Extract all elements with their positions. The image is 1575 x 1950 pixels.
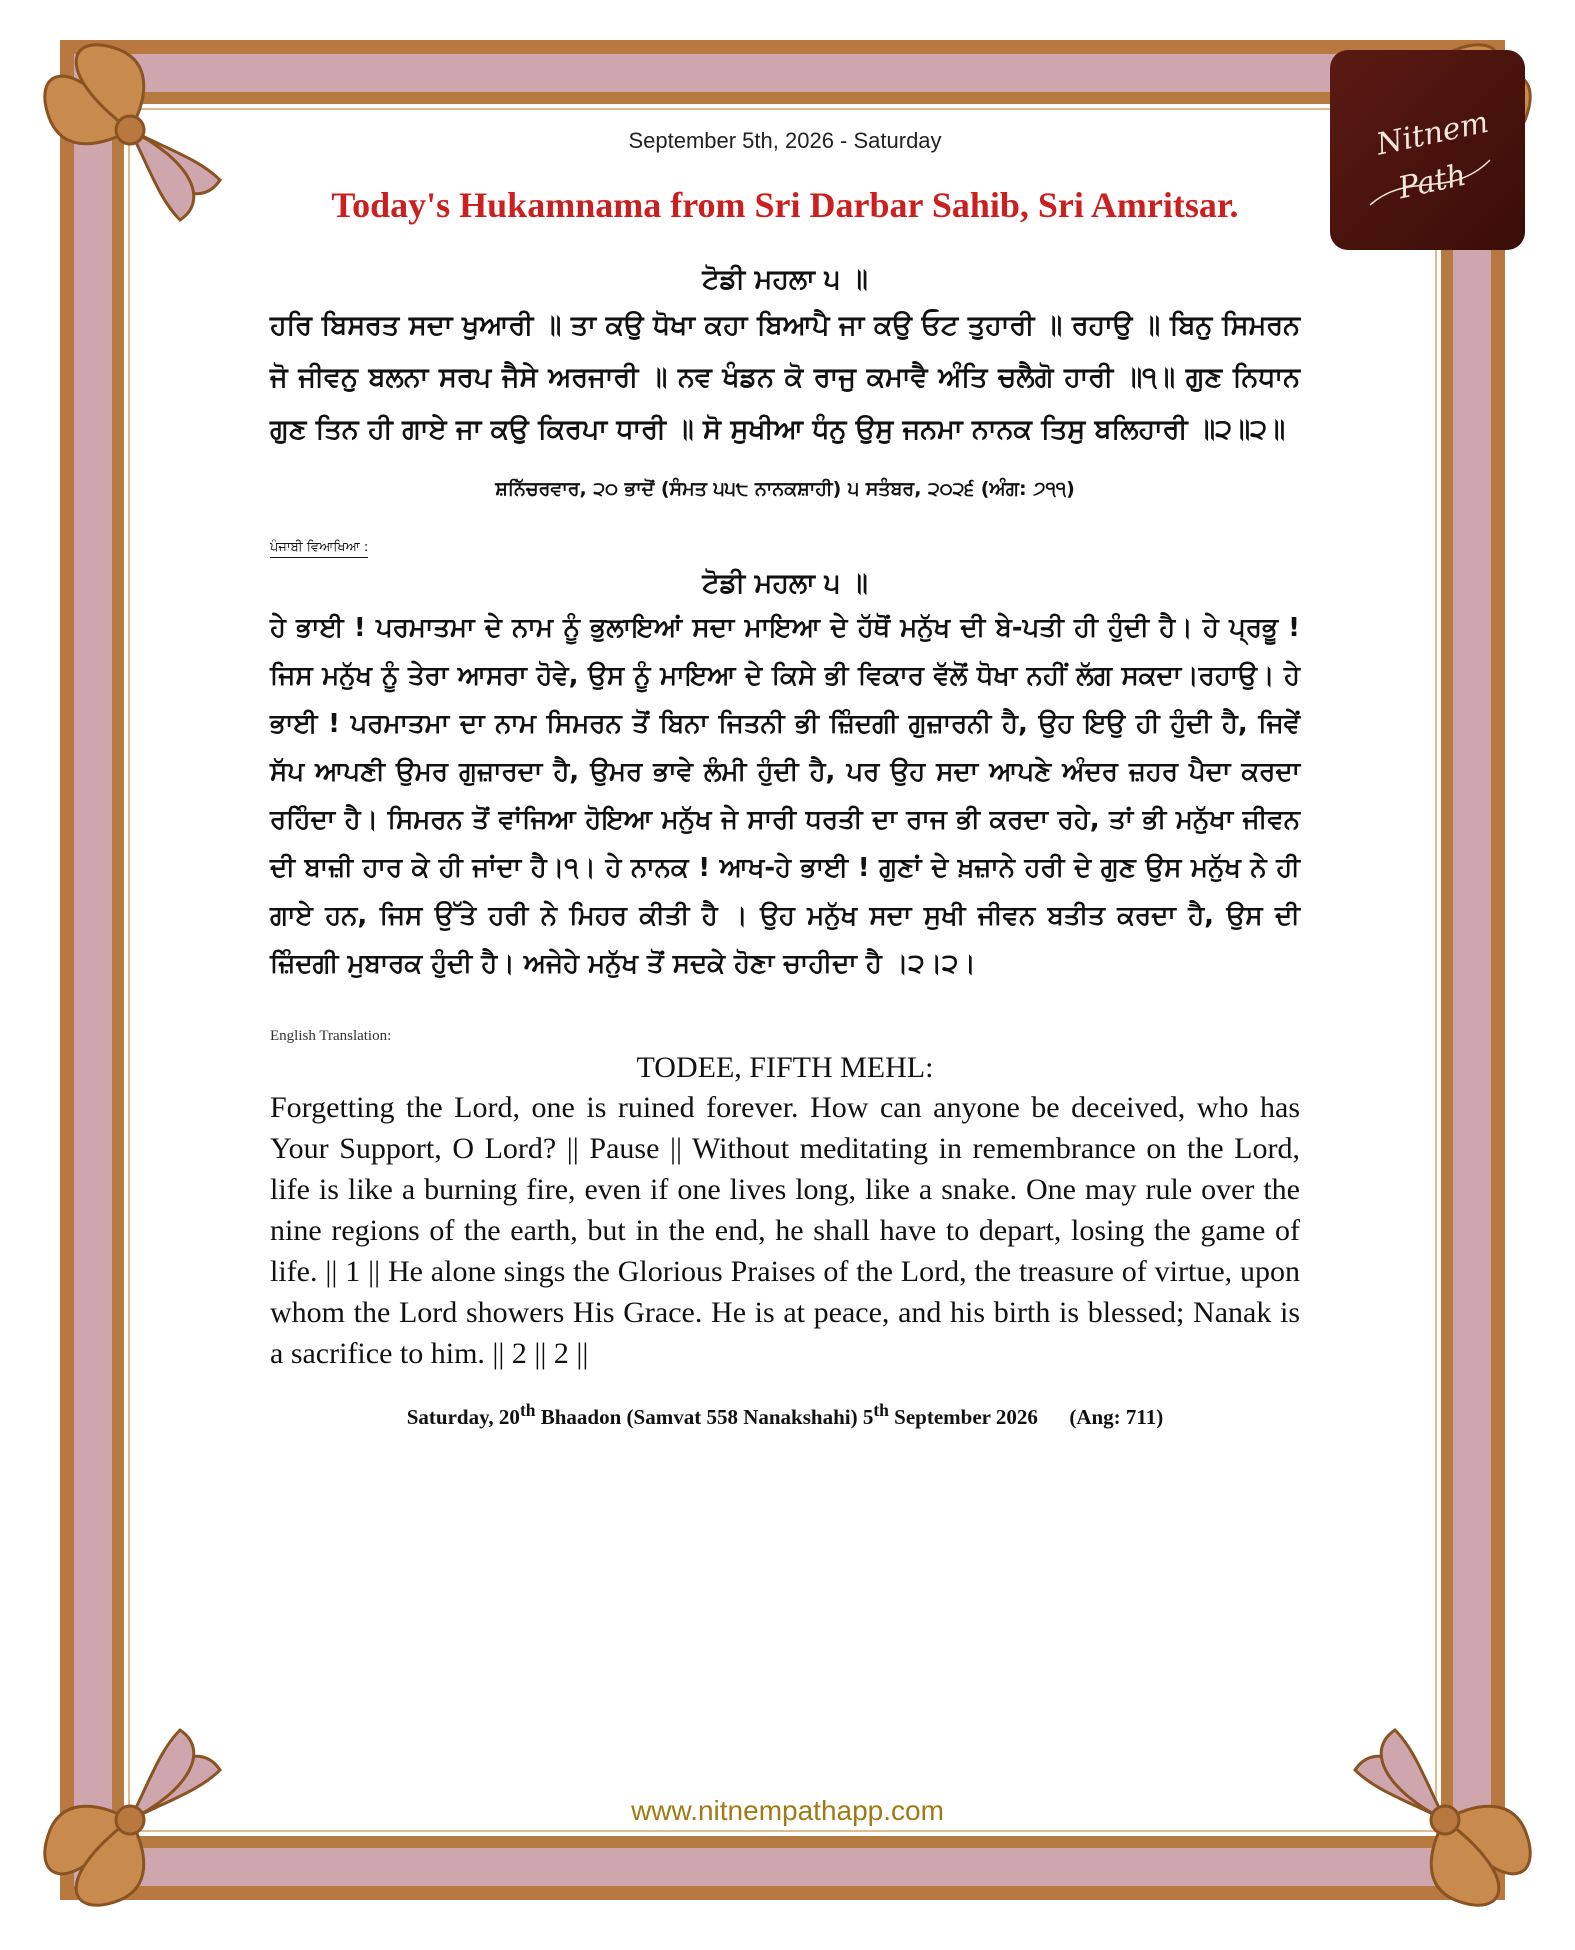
english-text: Forgetting the Lord, one is ruined forever. How can anyone be deceived, who has Your Support, O Lord? || Pause || Without meditating in remembrance on the Lord, life is like a burning fire, even if one lives long, like a snake. One may rule over the nine regions of the earth, but in the end, he shall have to depart, losing the game of life. || 1 || He alone sings the Glorious Praises of the Lord, the treasure of virtue, upon whom the Lord showers His Grace. He is at peace, and his birth is blessed; Nanak is a sacrifice to him. || 2 || 2 || [270, 1091, 1300, 1370]
english-translation-label: English Translation: [270, 1028, 392, 1044]
gurbani-heading: ਟੋਡੀ ਮਹਲਾ ੫ ॥ [702, 264, 868, 295]
english-date-sup1: th [519, 1400, 536, 1420]
ang-reference: (Ang: 711) [1069, 1405, 1164, 1429]
gurbani-text: ਹਰਿ ਬਿਸਰਤ ਸਦਾ ਖੁਆਰੀ ॥ ਤਾ ਕਉ ਧੋਖਾ ਕਹਾ ਬਿਆਪੈ ਜਾ ਕਉ ਓਟ ਤੁਹਾਰੀ ॥ ਰਹਾਉ ॥ ਬਿਨੁ ਸਿਮਰਨ ਜੋ ਜੀਵਨੁ ਬਲਨਾ ਸਰਪ ਜੈਸੇ ਅਰਜਾਰੀ ॥ ਨਵ ਖੰਡਨ ਕੋ ਰਾਜੁ ਕਮਾਵੈ ਅੰਤਿ ਚਲੈਗੋ ਹਾਰੀ ॥੧॥ ਗੁਣ ਨਿਧਾਨ ਗੁਣ ਤਿਨ ਹੀ ਗਾਏ ਜਾ ਕਉ ਕਿਰਪਾ ਧਾਰੀ ॥ ਸੋ ਸੁਖੀਆ ਧੰਨੁ ਉਸੁ ਜਨਮਾ ਨਾਨਕ ਤਿਸੁ ਬਲਿਹਾਰੀ ॥੨॥੨॥ [270, 310, 1300, 445]
svg-text:Path: Path [1395, 157, 1470, 207]
date-line: September 5th, 2026 - Saturday [628, 128, 942, 153]
website-link[interactable]: www.nitnempathapp.com [631, 1795, 944, 1826]
english-date-sup2: th [873, 1400, 889, 1420]
english-heading: TODEE, FIFTH MEHL: [636, 1051, 934, 1084]
english-date-mid: Bhaadon (Samvat 558 Nanakshahi) 5 [535, 1405, 874, 1429]
vyakhya-text: ਹੇ ਭਾਈ ! ਪਰਮਾਤਮਾ ਦੇ ਨਾਮ ਨੂੰ ਭੁਲਾਇਆਂ ਸਦਾ ਮਾਇਆ ਦੇ ਹੱਥੋਂ ਮਨੁੱਖ ਦੀ ਬੇ-ਪਤੀ ਹੀ ਹੁੰਦੀ ਹੈ। ਹੇ ਪ੍ਰਭੂ ! ਜਿਸ ਮਨੁੱਖ ਨੂੰ ਤੇਰਾ ਆਸਰਾ ਹੋਵੇ, ਉਸ ਨੂੰ ਮਾਇਆ ਦੇ ਕਿਸੇ ਭੀ ਵਿਕਾਰ ਵੱਲੋਂ ਧੋਖਾ ਨਹੀਂ ਲੱਗ ਸਕਦਾ।ਰਹਾਉ। ਹੇ ਭਾਈ ! ਪਰਮਾਤਮਾ ਦਾ ਨਾਮ ਸਿਮਰਨ ਤੋਂ ਬਿਨਾ ਜਿਤਨੀ ਭੀ ਜ਼ਿੰਦਗੀ ਗੁਜ਼ਾਰਨੀ ਹੈ, ਉਹ ਇਉ ਹੀ ਹੁੰਦੀ ਹੈ, ਜਿਵੇਂ ਸੱਪ ਆਪਣੀ ਉਮਰ ਗੁਜ਼ਾਰਦਾ ਹੈ, ਉਮਰ ਭਾਵੇ ਲੰਮੀ ਹੁੰਦੀ ਹੈ, ਪਰ ਉਹ ਸਦਾ ਆਪਣੇ ਅੰਦਰ ਜ਼ਹਰ ਪੈਦਾ ਕਰਦਾ ਰਹਿੰਦਾ ਹੈ। ਸਿਮਰਨ ਤੋਂ ਵਾਂਜਿਆ ਹੋਇਆ ਮਨੁੱਖ ਜੇ ਸਾਰੀ ਧਰਤੀ ਦਾ ਰਾਜ ਭੀ ਕਰਦਾ ਰਹੇ, ਤਾਂ ਭੀ ਮਨੁੱਖਾ ਜੀਵਨ ਦੀ ਬਾਜ਼ੀ ਹਾਰ ਕੇ ਹੀ ਜਾਂਦਾ ਹੈ।੧। ਹੇ ਨਾਨਕ ! ਆਖ-ਹੇ ਭਾਈ ! ਗੁਣਾਂ ਦੇ ਖ਼ਜ਼ਾਨੇ ਹਰੀ ਦੇ ਗੁਣ ਉਸ ਮਨੁੱਖ ਨੇ ਹੀ ਗਾਏ ਹਨ, ਜਿਸ ਉੱਤੇ ਹਰੀ ਨੇ ਮਿਹਰ ਕੀਤੀ ਹੈ । ਉਹ ਮਨੁੱਖ ਸਦਾ ਸੁਖੀ ਜੀਵਨ ਬਤੀਤ ਕਰਦਾ ਹੈ, ਉਸ ਦੀ ਜ਼ਿੰਦਗੀ ਮੁਬਾਰਕ ਹੁੰਦੀ ਹੈ। ਅਜੇਹੇ ਮਨੁੱਖ ਤੋਂ ਸਦਕੇ ਹੋਣਾ ਚਾਹੀਦਾ ਹੈ ।੨।੨। [270, 613, 1300, 979]
nitnem-path-logo [1330, 50, 1525, 250]
logo-script-icon [1330, 50, 1525, 250]
english-date-suffix: September 2026 [888, 1405, 1038, 1429]
svg-text:Nitnem: Nitnem [1373, 104, 1492, 163]
english-date-line [270, 1400, 1300, 1430]
page-title: Today's Hukamnama from Sri Darbar Sahib, Sri Amritsar. [331, 185, 1239, 225]
punjabi-date-line: ਸ਼ਨਿੱਚਰਵਾਰ, ੨੦ ਭਾਦੋਂ (ਸੰਮਤ ੫੫੮ ਨਾਨਕਸ਼ਾਹੀ) ੫ ਸਤੰਬਰ, ੨੦੨੬ (ਅੰਗ: ੭੧੧) [495, 478, 1075, 500]
punjabi-vyakhya-label: ਪੰਜਾਬੀ ਵਿਆਖਿਆ : [270, 540, 368, 558]
english-date-prefix: Saturday, 20 [406, 1405, 520, 1429]
vyakhya-heading: ਟੋਡੀ ਮਹਲਾ ੫ ॥ [702, 568, 868, 599]
ribbon-bow-ornament-top-left [10, 10, 250, 250]
hukamnama-content [270, 120, 1300, 1430]
